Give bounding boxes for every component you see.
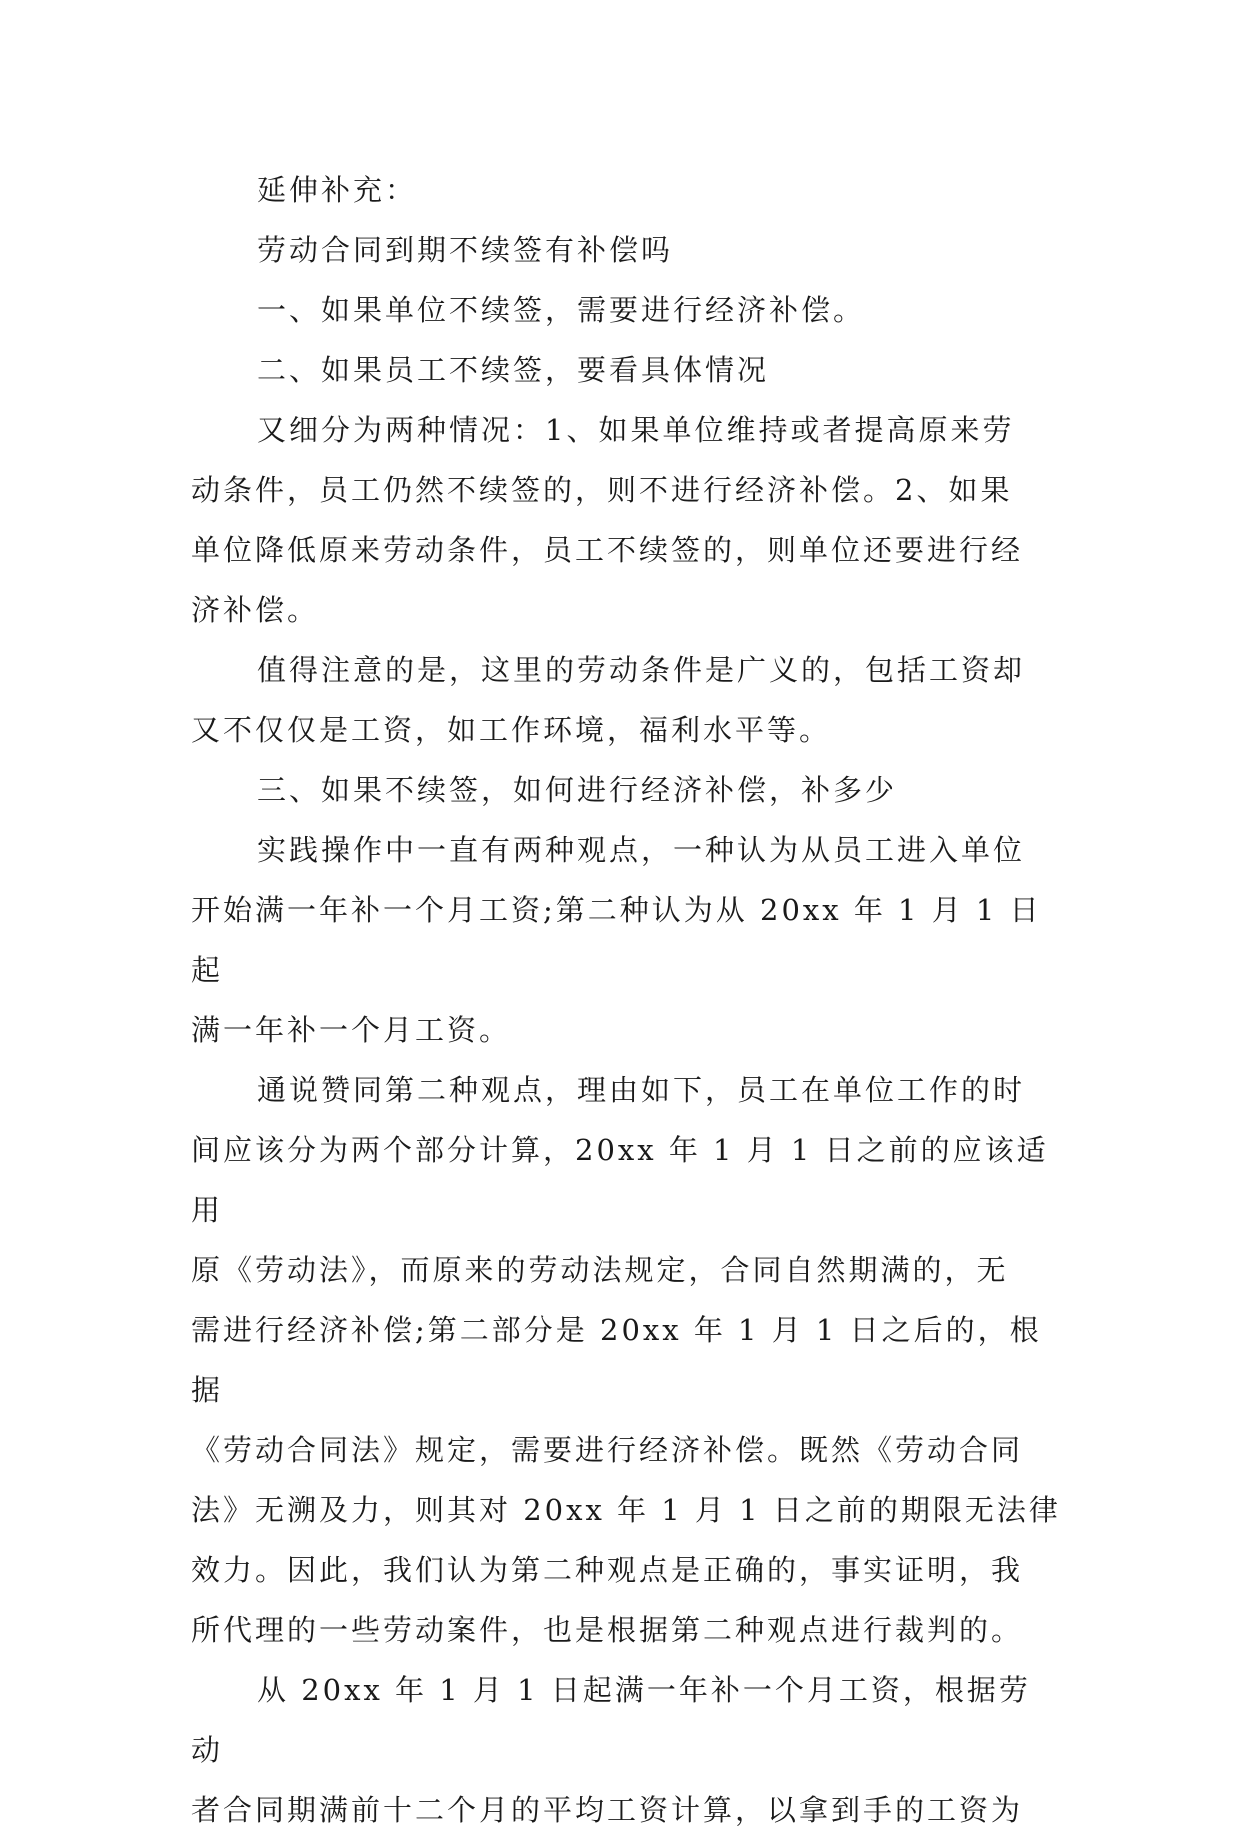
paragraph-line: 动条件，员工仍然不续签的，则不进行经济补偿。2、如果 [191, 473, 1013, 507]
paragraph-line: 《劳动合同法》规定，需要进行经济补偿。既然《劳动合同 [191, 1433, 1024, 1467]
paragraph-line: 者合同期满前十二个月的平均工资计算，以拿到手的工资为 [191, 1793, 1024, 1827]
point-two: 二、如果员工不续签，要看具体情况 [257, 353, 770, 387]
paragraph-line: 间应该分为两个部分计算，20xx 年 1 月 1 日之前的应该适用 [191, 1133, 1049, 1227]
paragraph-line: 济补偿。 [191, 593, 320, 627]
paragraph-line: 值得注意的是，这里的劳动条件是广义的，包括工资却 [257, 653, 1026, 687]
paragraph-line: 满一年补一个月工资。 [191, 1013, 512, 1047]
paragraph-line: 效力。因此，我们认为第二种观点是正确的，事实证明，我 [191, 1553, 1024, 1587]
paragraph-line: 法》无溯及力，则其对 20xx 年 1 月 1 日之前的期限无法律 [191, 1493, 1061, 1527]
section-heading-extension: 延伸补充： [257, 173, 418, 207]
paragraph-line: 开始满一年补一个月工资;第二种认为从 20xx 年 1 月 1 日起 [191, 893, 1042, 987]
paragraph-line: 从 20xx 年 1 月 1 日起满一年补一个月工资，根据劳动 [191, 1673, 1031, 1767]
paragraph-line: 需进行经济补偿;第二部分是 20xx 年 1 月 1 日之后的，根据 [191, 1313, 1042, 1407]
paragraph-line: 又不仅仅是工资，如工作环境，福利水平等。 [191, 713, 832, 747]
paragraph-line: 实践操作中一直有两种观点，一种认为从员工进入单位 [257, 833, 1026, 867]
point-one: 一、如果单位不续签，需要进行经济补偿。 [257, 293, 866, 327]
point-three: 三、如果不续签，如何进行经济补偿，补多少 [257, 773, 898, 807]
paragraph-line: 通说赞同第二种观点，理由如下，员工在单位工作的时 [257, 1073, 1026, 1107]
paragraph-line: 原《劳动法》，而原来的劳动法规定，合同自然期满的，无 [191, 1253, 1009, 1287]
paragraph-line: 所代理的一些劳动案件，也是根据第二种观点进行裁判的。 [191, 1613, 1024, 1647]
paragraph-line: 单位降低原来劳动条件，员工不续签的，则单位还要进行经 [191, 533, 1024, 567]
subheading-question: 劳动合同到期不续签有补偿吗 [257, 233, 674, 267]
document-body [191, 160, 1061, 1840]
paragraph-line: 又细分为两种情况：1、如果单位维持或者提高原来劳 [257, 413, 1015, 447]
